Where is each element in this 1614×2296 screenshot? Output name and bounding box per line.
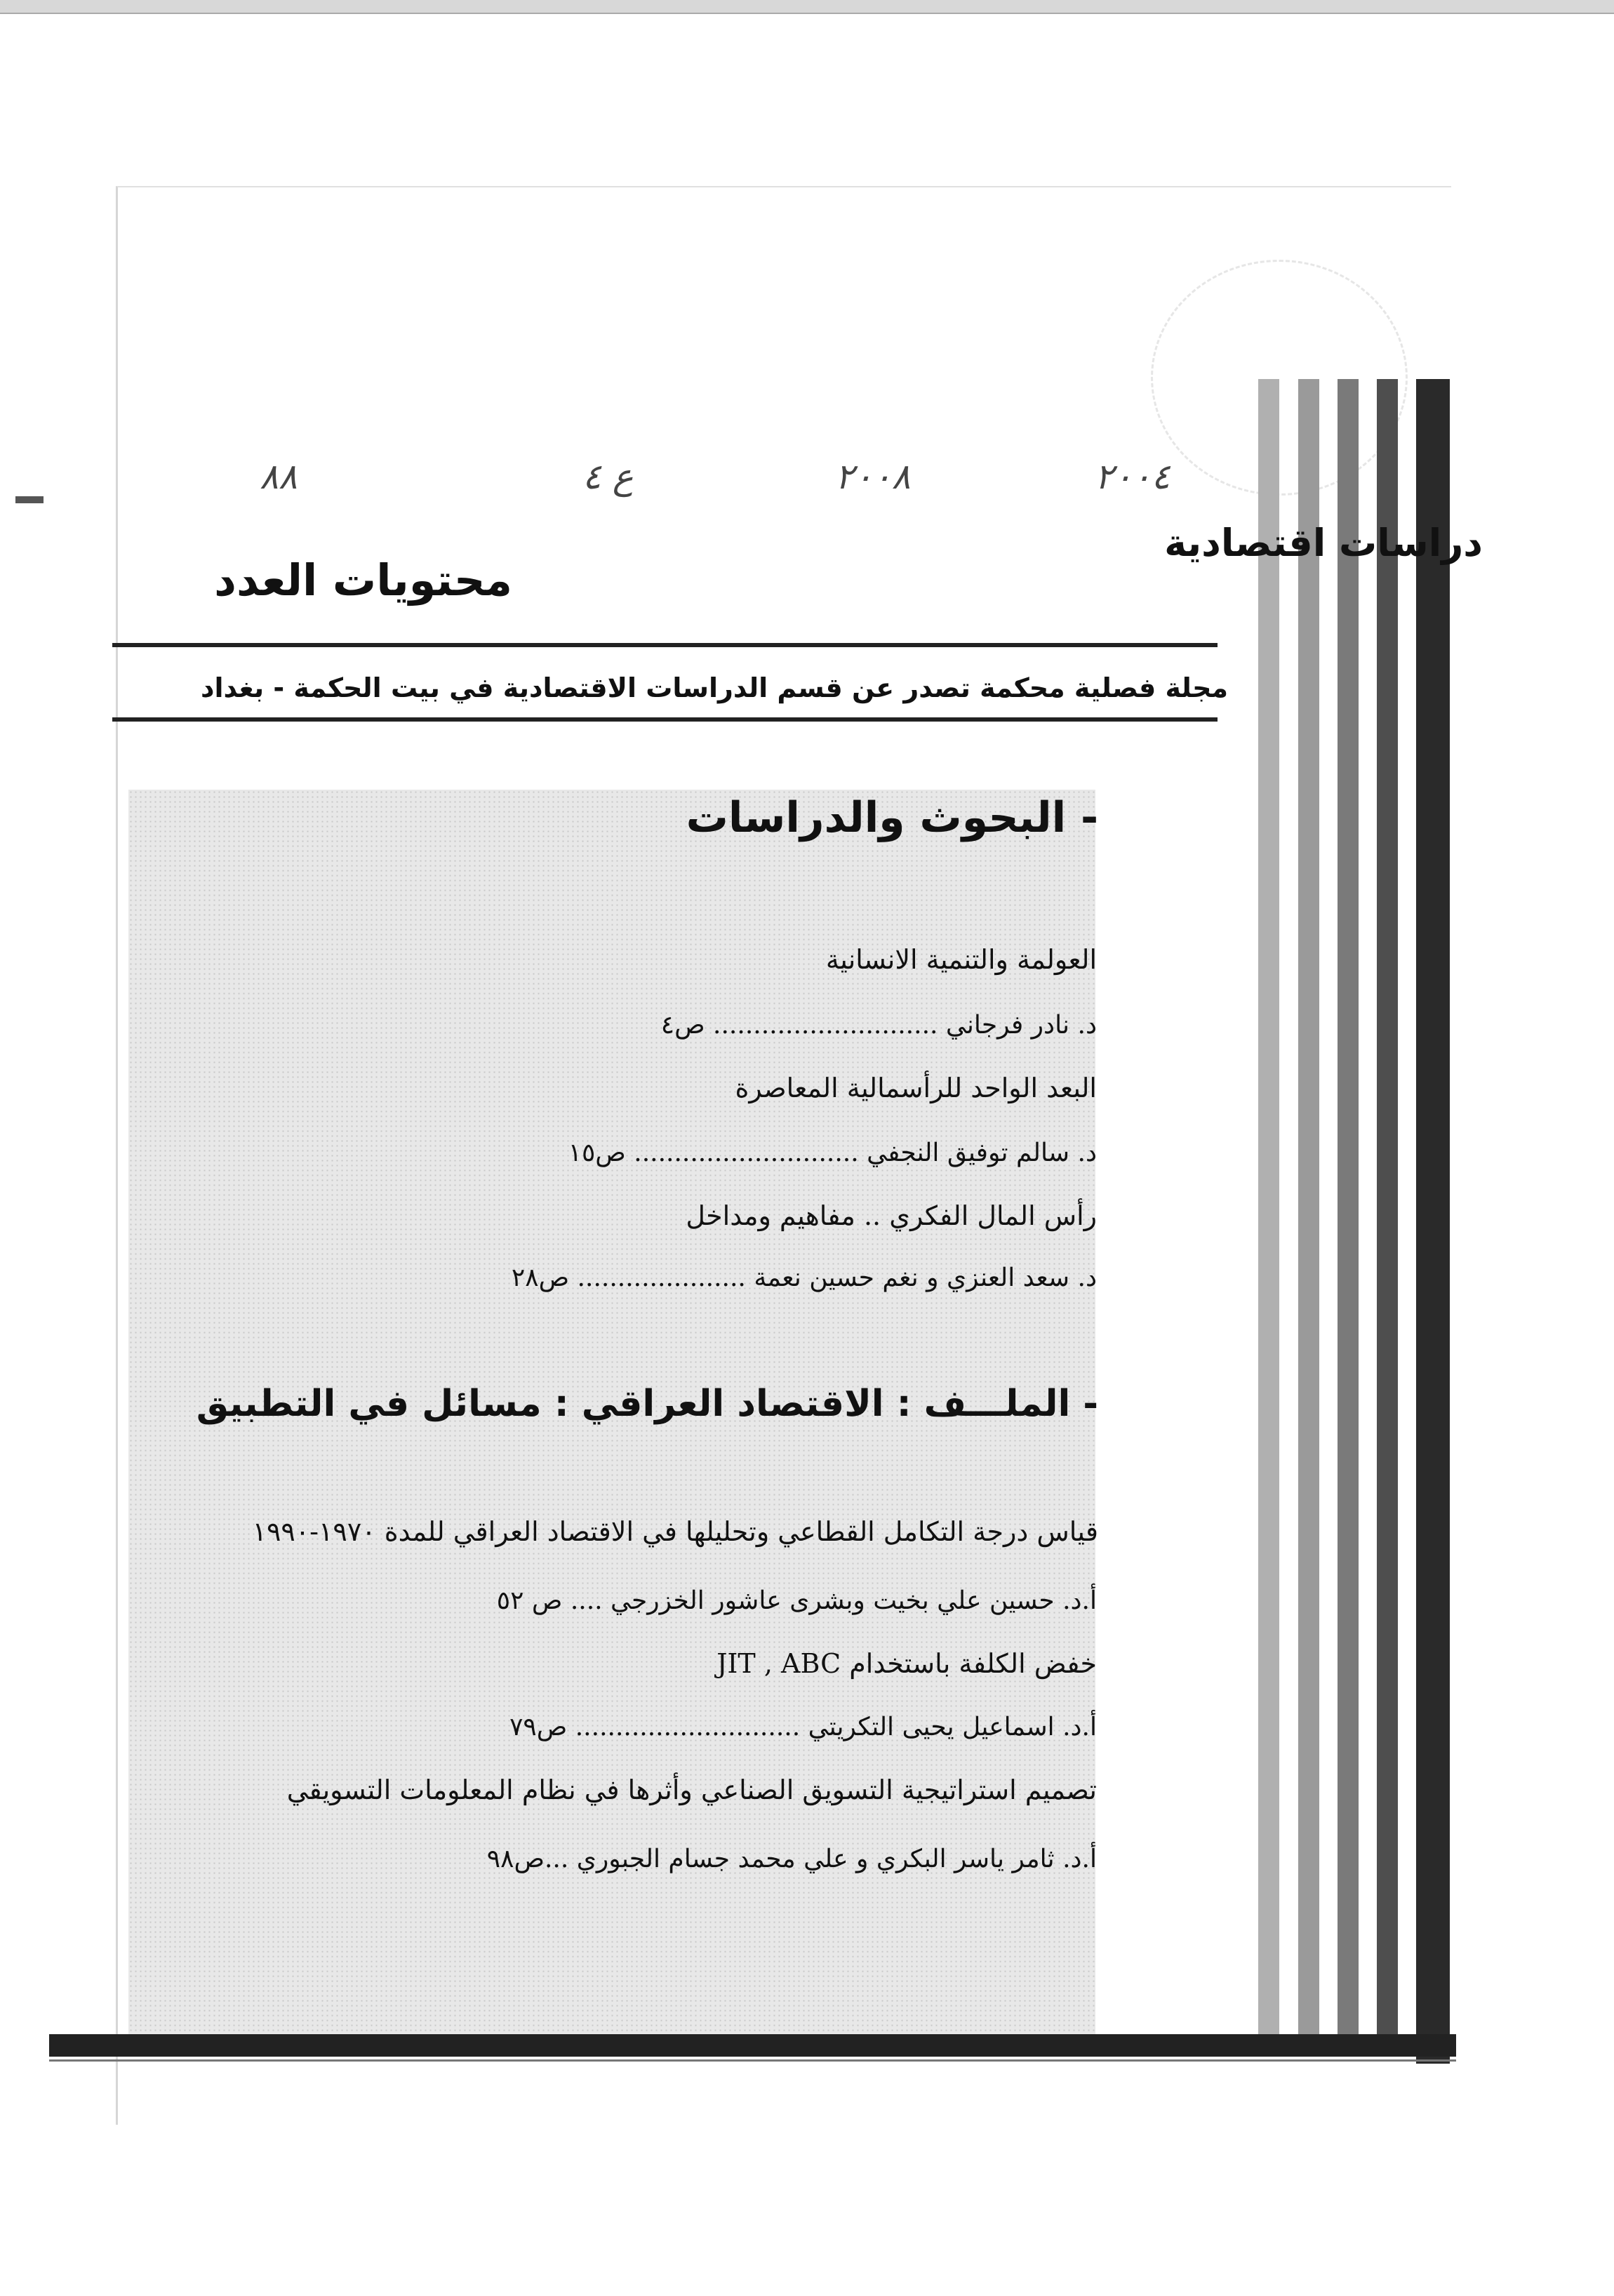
decor-stripe-2 — [1298, 379, 1319, 2057]
handwritten-year-2: ٢٠٠٤ — [1095, 456, 1171, 497]
decor-stripe-1 — [1258, 379, 1279, 2050]
decor-stripe-5 — [1416, 379, 1450, 2064]
section-heading-dossier: - الملـــف : الاقتصاد العراقي : مسائل في التطبيق — [196, 1383, 1098, 1425]
article-author-line: د. سالم توفيق النجفي ............................ ص١٥ — [568, 1139, 1097, 1167]
handwritten-page-number: ٨٨ — [260, 456, 298, 497]
decor-stripe-3 — [1338, 379, 1359, 2053]
scan-margin-mark — [15, 496, 44, 503]
header-rule-top — [112, 643, 1218, 647]
article-title: البعد الواحد للرأسمالية المعاصرة — [735, 1073, 1097, 1103]
decor-stripe-4 — [1377, 379, 1398, 2043]
article-title: خفض الكلفة باستخدام JIT , ABC — [716, 1648, 1097, 1679]
article-author-line: أ.د. اسماعيل يحيى التكريتي ............................ ص٧٩ — [509, 1713, 1097, 1741]
article-author-line: د. نادر فرجاني ............................ ص٤ — [660, 1011, 1097, 1040]
scan-top-edge-line — [0, 13, 1614, 14]
bottom-rule — [49, 2034, 1456, 2057]
journal-brand: دراسات اقتصادية — [1164, 521, 1483, 565]
article-author-line: د. سعد العنزي و نغم حسين نعمة ..................... ص٢٨ — [511, 1263, 1097, 1292]
article-author-line: أ.د. ثامر ياسر البكري و علي محمد جسام الجبوري ...ص٩٨ — [486, 1845, 1097, 1873]
article-title: رأس المال الفكري .. مفاهيم ومداخل — [686, 1200, 1097, 1231]
faded-stamp — [1151, 260, 1408, 496]
journal-subtitle: مجلة فصلية محكمة تصدر عن قسم الدراسات الاقتصادية في بيت الحكمة - بغداد — [200, 672, 1228, 703]
bottom-rule-thin — [49, 2059, 1456, 2062]
page-title: محتويات العدد — [214, 555, 512, 606]
handwritten-issue: ع ٤ — [582, 456, 634, 497]
article-title: العولمة والتنمية الانسانية — [825, 944, 1097, 975]
header-rule-bottom — [112, 717, 1218, 722]
handwritten-year-1: ٢٠٠٨ — [835, 456, 911, 497]
article-title: قياس درجة التكامل القطاعي وتحليلها في الاقتصاد العراقي للمدة ١٩٧٠-١٩٩٠ — [252, 1516, 1098, 1547]
article-author-line: أ.د. حسين علي بخيت وبشرى عاشور الخزرجي .... ص ٥٢ — [496, 1586, 1097, 1615]
section-heading-research: - البحوث والدراسات — [686, 793, 1098, 842]
article-title: تصميم استراتيجية التسويق الصناعي وأثرها في نظام المعلومات التسويقي — [286, 1774, 1097, 1805]
scan-top-edge — [0, 0, 1614, 13]
